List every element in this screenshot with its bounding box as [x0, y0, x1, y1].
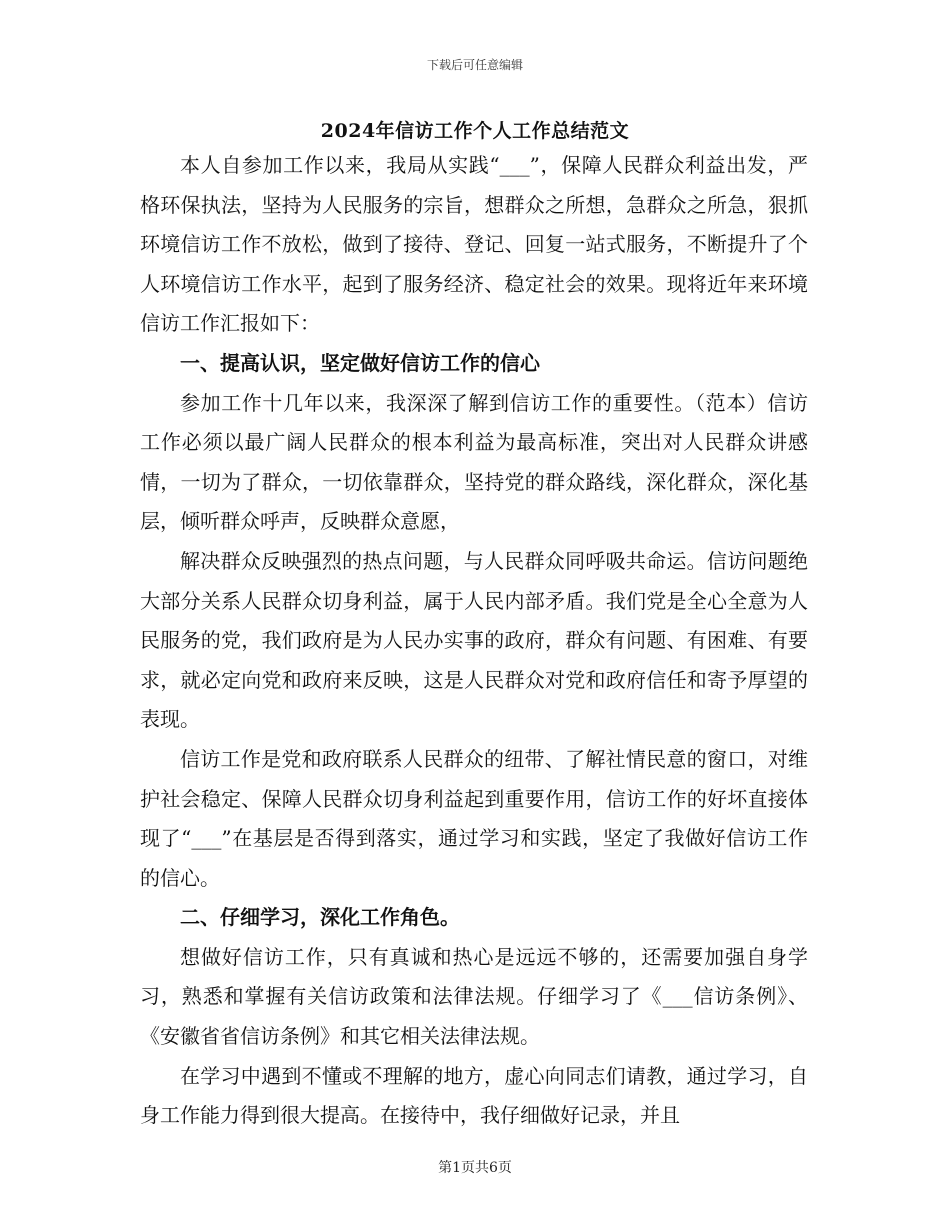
document-body — [140, 146, 808, 1136]
intro-paragraph: 本人自参加工作以来，我局从实践“___”，保障人民群众利益出发，严格环保执法，坚持为人民服务的宗旨，想群众之所想，急群众之所急，狠抓环境信访工作不放松，做到了接待、登记、回复一站式服务，不断提升了个人环境信访工作水平，起到了服务经济、稳定社会的效果。现将近年来环境信访工作汇报如下： — [140, 153, 808, 336]
section-2-paragraph-2: 在学习中遇到不懂或不理解的地方，虚心向同志们请教，通过学习，自身工作能力得到很大提高。在接待中，我仔细做好记录，并且 — [140, 1063, 808, 1128]
section-1-paragraph-1: 参加工作十几年以来，我深深了解到信访工作的重要性。（范本）信访工作必须以最广阔人民群众的根本利益为最高标准，突出对人民群众讲感情，一切为了群众，一切依靠群众，坚持党的群众路线，深化群众，深化基层，倾听群众呼声，反映群众意愿， — [140, 390, 808, 534]
section-heading-1: 一、提高认识，坚定做好信访工作的信心 — [180, 350, 540, 375]
page-number: 第1页共6页 — [438, 1160, 512, 1176]
section-1-paragraph-3: 信访工作是党和政府联系人民群众的纽带、了解社情民意的窗口，对维护社会稳定、保障人民群众切身利益起到重要作用，信访工作的好坏直接体现了“___”在基层是否得到落实，通过学习和实践，坚定了我做好信访工作的信心。 — [140, 746, 808, 890]
section-2-paragraph-1: 想做好信访工作，只有真诚和热心是远远不够的，还需要加强自身学习，熟悉和掌握有关信访政策和法律法规。仔细学习了《___信访条例》、《安徽省省信访条例》和其它相关法律法规。 — [140, 944, 808, 1049]
section-heading-2: 二、仔细学习，深化工作角色。 — [180, 905, 460, 930]
section-1-paragraph-2: 解决群众反映强烈的热点问题，与人民群众同呼吸共命运。信访问题绝大部分关系人民群众切身利益，属于人民内部矛盾。我们党是全心全意为人民服务的党，我们政府是为人民办实事的政府，群众有问题、有困难、有要求，就必定向党和政府来反映，这是人民群众对党和政府信任和寄予厚望的表现。 — [140, 548, 808, 732]
download-note: 下载后可任意编辑 — [426, 58, 523, 72]
document-title: 2024年信访工作个人工作总结范文 — [320, 120, 630, 142]
